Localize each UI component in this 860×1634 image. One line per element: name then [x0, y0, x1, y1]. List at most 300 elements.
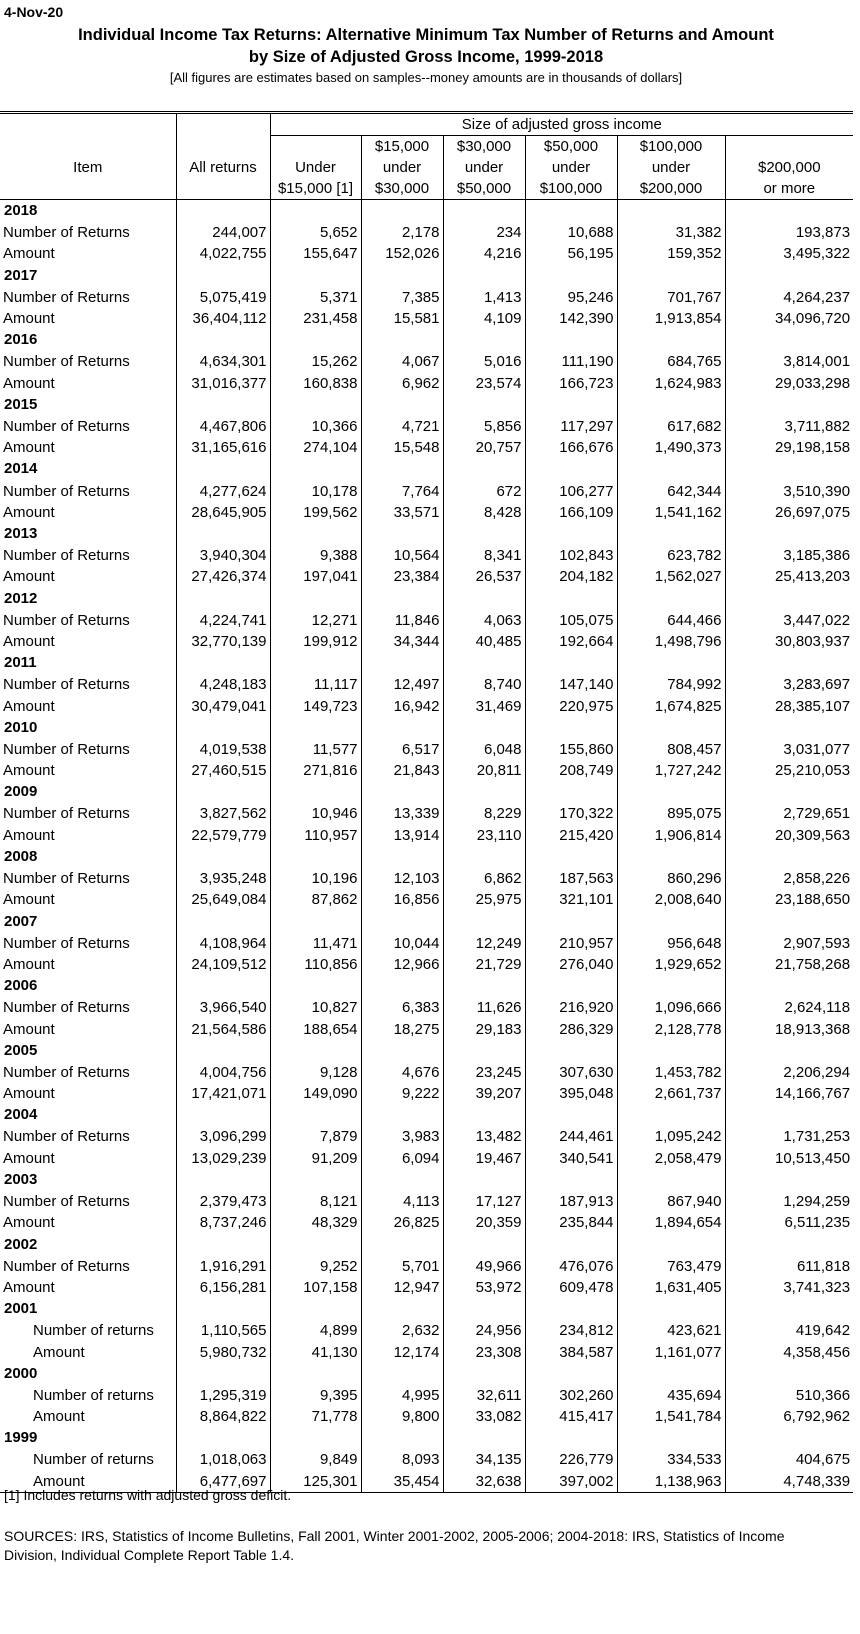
row-label: Number of Returns: [3, 934, 130, 952]
row-label: Number of Returns: [3, 417, 130, 435]
agi-size-cell: 617,682: [617, 416, 725, 437]
col-header-line2: $200,000: [725, 157, 853, 178]
all-returns-header: All returns: [176, 157, 270, 178]
item-header: Item: [73, 159, 103, 176]
agi-size-cell: 7,385: [361, 287, 443, 308]
agi-size-cell: 1,894,654: [617, 1212, 725, 1233]
table-row: [0, 351, 853, 372]
table-row: [0, 1148, 853, 1169]
agi-size-cell: 21,729: [443, 954, 525, 975]
year-row: [0, 1234, 853, 1256]
agi-size-cell: 18,913,368: [725, 1018, 853, 1039]
agi-size-cell: 684,765: [617, 351, 725, 372]
agi-size-cell: 71,778: [270, 1406, 361, 1427]
agi-size-cell: 12,497: [361, 674, 443, 695]
agi-size-cell: 13,482: [443, 1126, 525, 1147]
agi-size-cell: 110,856: [270, 954, 361, 975]
agi-size-cell: 35,454: [361, 1471, 443, 1493]
agi-size-cell: 10,196: [270, 868, 361, 889]
agi-size-cell: 53,972: [443, 1277, 525, 1298]
year-row: [0, 1104, 853, 1126]
agi-size-cell: 19,467: [443, 1148, 525, 1169]
year-label: 1999: [4, 1429, 38, 1447]
table-row: [0, 760, 853, 781]
all-returns-cell: 4,224,741: [176, 610, 270, 631]
row-label: Number of Returns: [3, 1063, 130, 1081]
agi-size-cell: 30,803,937: [725, 631, 853, 652]
agi-size-cell: 10,564: [361, 545, 443, 566]
row-label: Amount: [3, 503, 55, 521]
all-returns-cell: 24,109,512: [176, 954, 270, 975]
agi-size-cell: 34,344: [361, 631, 443, 652]
agi-size-cell: 13,914: [361, 825, 443, 846]
agi-size-cell: 4,067: [361, 351, 443, 372]
all-returns-cell: 4,277,624: [176, 480, 270, 501]
row-label: Amount: [3, 1149, 55, 1167]
agi-size-cell: 231,458: [270, 308, 361, 329]
agi-size-cell: 1,294,259: [725, 1191, 853, 1212]
col-header-line3: $15,000 [1]: [270, 178, 361, 200]
agi-size-cell: 32,611: [443, 1385, 525, 1406]
table-row: [0, 1191, 853, 1212]
agi-size-cell: 199,912: [270, 631, 361, 652]
agi-size-cell: 149,090: [270, 1083, 361, 1104]
agi-size-cell: 6,048: [443, 739, 525, 760]
agi-size-cell: 11,117: [270, 674, 361, 695]
agi-size-cell: 2,661,737: [617, 1083, 725, 1104]
table-row: [0, 1277, 853, 1298]
row-label: Number of Returns: [3, 482, 130, 500]
agi-size-cell: 276,040: [525, 954, 617, 975]
agi-size-cell: 321,101: [525, 889, 617, 910]
year-label: 2000: [4, 1364, 38, 1382]
year-label: 2008: [4, 847, 38, 865]
col-header-line1: $30,000: [443, 136, 525, 158]
agi-size-cell: 34,135: [443, 1449, 525, 1470]
table-row: [0, 1320, 853, 1341]
row-label: Number of Returns: [3, 353, 130, 371]
col-header-line2: under: [361, 157, 443, 178]
agi-size-cell: 1,624,983: [617, 372, 725, 393]
agi-size-cell: 125,301: [270, 1471, 361, 1493]
agi-size-cell: 642,344: [617, 480, 725, 501]
agi-size-cell: 3,495,322: [725, 243, 853, 264]
year-row: [0, 846, 853, 868]
agi-size-cell: 29,183: [443, 1018, 525, 1039]
agi-size-cell: 10,688: [525, 222, 617, 243]
year-label: 2010: [4, 718, 38, 736]
agi-size-cell: 1,562,027: [617, 566, 725, 587]
agi-size-cell: 29,033,298: [725, 372, 853, 393]
agi-size-cell: 384,587: [525, 1341, 617, 1362]
agi-size-cell: 8,093: [361, 1449, 443, 1470]
year-row: [0, 1040, 853, 1062]
row-label: Number of Returns: [3, 805, 130, 823]
row-label: Amount: [3, 439, 55, 457]
agi-size-cell: 25,210,053: [725, 760, 853, 781]
agi-size-cell: 31,382: [617, 222, 725, 243]
year-label: 2002: [4, 1235, 38, 1253]
year-row: [0, 588, 853, 610]
agi-size-cell: 8,121: [270, 1191, 361, 1212]
agi-size-cell: 12,174: [361, 1341, 443, 1362]
agi-size-cell: 215,420: [525, 825, 617, 846]
all-returns-cell: 1,916,291: [176, 1256, 270, 1277]
col-header-line3: $100,000: [525, 178, 617, 200]
table-row: [0, 566, 853, 587]
agi-size-cell: 10,044: [361, 933, 443, 954]
table-row: [0, 610, 853, 631]
agi-size-cell: 5,856: [443, 416, 525, 437]
row-label: Number of Returns: [3, 224, 130, 242]
agi-size-cell: 9,252: [270, 1256, 361, 1277]
header-group: Size of adjusted gross income: [270, 113, 853, 136]
agi-size-cell: 3,447,022: [725, 610, 853, 631]
year-row: [0, 1169, 853, 1191]
agi-size-cell: 24,956: [443, 1320, 525, 1341]
agi-size-cell: 18,275: [361, 1018, 443, 1039]
agi-size-cell: 415,417: [525, 1406, 617, 1427]
agi-size-cell: 3,031,077: [725, 739, 853, 760]
table-row: [0, 308, 853, 329]
agi-size-cell: 4,899: [270, 1320, 361, 1341]
agi-size-cell: 12,271: [270, 610, 361, 631]
table-row: [0, 803, 853, 824]
agi-size-cell: 340,541: [525, 1148, 617, 1169]
agi-size-cell: 395,048: [525, 1083, 617, 1104]
agi-size-cell: 1,929,652: [617, 954, 725, 975]
agi-size-cell: 2,729,651: [725, 803, 853, 824]
agi-size-cell: 220,975: [525, 695, 617, 716]
agi-size-cell: 302,260: [525, 1385, 617, 1406]
agi-size-cell: 155,647: [270, 243, 361, 264]
agi-size-cell: 41,130: [270, 1341, 361, 1362]
row-label: Number of Returns: [3, 611, 130, 629]
agi-size-cell: 3,510,390: [725, 480, 853, 501]
year-label: 2006: [4, 977, 38, 995]
year-label: 2003: [4, 1170, 38, 1188]
agi-size-cell: 152,026: [361, 243, 443, 264]
report-note: [All figures are estimates based on samples--money amounts are in thousands of dollars]: [169, 70, 683, 85]
agi-size-cell: 226,779: [525, 1449, 617, 1470]
agi-size-cell: 166,109: [525, 502, 617, 523]
year-label: 2004: [4, 1106, 38, 1124]
agi-size-cell: 6,962: [361, 372, 443, 393]
row-label: Amount: [0, 1471, 176, 1493]
agi-size-cell: 12,103: [361, 868, 443, 889]
year-row: [0, 781, 853, 803]
agi-size-cell: 6,383: [361, 997, 443, 1018]
row-label: Number of Returns: [3, 740, 130, 758]
row-label: Number of Returns: [3, 1193, 130, 1211]
agi-size-cell: 5,016: [443, 351, 525, 372]
agi-size-cell: 4,748,339: [725, 1471, 853, 1493]
agi-size-cell: 1,631,405: [617, 1277, 725, 1298]
agi-size-cell: 23,574: [443, 372, 525, 393]
agi-size-cell: 10,513,450: [725, 1148, 853, 1169]
agi-size-cell: 188,654: [270, 1018, 361, 1039]
agi-size-cell: 4,995: [361, 1385, 443, 1406]
all-returns-cell: 8,864,822: [176, 1406, 270, 1427]
row-label: Amount: [3, 891, 55, 909]
all-returns-cell: 3,940,304: [176, 545, 270, 566]
agi-size-cell: 1,490,373: [617, 437, 725, 458]
agi-size-cell: 1,541,162: [617, 502, 725, 523]
table-row: [0, 954, 853, 975]
col-header-line3: or more: [725, 178, 853, 200]
table-row: [0, 243, 853, 264]
year-label: 2018: [4, 202, 38, 219]
agi-size-cell: 2,624,118: [725, 997, 853, 1018]
agi-size-cell: 192,664: [525, 631, 617, 652]
table-row: [0, 1406, 853, 1427]
agi-size-cell: 23,384: [361, 566, 443, 587]
agi-size-cell: 1,161,077: [617, 1341, 725, 1362]
row-label: Number of returns: [33, 1386, 154, 1404]
agi-size-cell: 234,812: [525, 1320, 617, 1341]
agi-size-cell: 1,453,782: [617, 1062, 725, 1083]
all-returns-cell: 6,477,697: [176, 1471, 270, 1493]
agi-size-cell: 23,308: [443, 1341, 525, 1362]
all-returns-cell: 244,007: [176, 222, 270, 243]
agi-size-cell: 404,675: [725, 1449, 853, 1470]
all-returns-cell: 28,645,905: [176, 502, 270, 523]
amt-table: [0, 111, 853, 1493]
report-date: 4-Nov-20: [4, 4, 64, 20]
agi-size-cell: 2,178: [361, 222, 443, 243]
agi-size-cell: 419,642: [725, 1320, 853, 1341]
row-label: Amount: [3, 762, 55, 780]
col-header-line1: [270, 136, 361, 158]
agi-size-cell: 15,548: [361, 437, 443, 458]
table-row: [0, 1062, 853, 1083]
agi-size-cell: 6,094: [361, 1148, 443, 1169]
row-label: Number of Returns: [3, 676, 130, 694]
agi-size-cell: 107,158: [270, 1277, 361, 1298]
agi-size-cell: 25,975: [443, 889, 525, 910]
year-label: 2015: [4, 395, 38, 413]
agi-size-cell: 26,825: [361, 1212, 443, 1233]
table-row: [0, 1212, 853, 1233]
year-label: 2001: [4, 1300, 38, 1318]
agi-size-cell: 31,469: [443, 695, 525, 716]
agi-size-cell: 170,322: [525, 803, 617, 824]
agi-size-cell: 4,264,237: [725, 287, 853, 308]
year-label: 2011: [4, 654, 37, 672]
row-label: Amount: [3, 1278, 55, 1296]
agi-size-cell: 1,413: [443, 287, 525, 308]
agi-size-cell: 2,008,640: [617, 889, 725, 910]
agi-size-cell: 197,041: [270, 566, 361, 587]
all-returns-cell: 21,564,586: [176, 1018, 270, 1039]
col-header-line3: $50,000: [443, 178, 525, 200]
agi-size-cell: 8,740: [443, 674, 525, 695]
year-row: [0, 200, 853, 223]
agi-size-cell: 235,844: [525, 1212, 617, 1233]
row-label: Amount: [33, 1408, 85, 1426]
agi-size-cell: 12,966: [361, 954, 443, 975]
col-header-line2: Under: [270, 157, 361, 178]
row-label: Number of Returns: [3, 870, 130, 888]
agi-size-cell: 48,329: [270, 1212, 361, 1233]
agi-size-cell: 16,942: [361, 695, 443, 716]
table-row: [0, 674, 853, 695]
table-row: [0, 1126, 853, 1147]
col-header-line1: [725, 136, 853, 158]
agi-size-cell: 13,339: [361, 803, 443, 824]
year-label: 2016: [4, 331, 38, 349]
all-returns-cell: 8,737,246: [176, 1212, 270, 1233]
agi-size-cell: 39,207: [443, 1083, 525, 1104]
agi-size-cell: 611,818: [725, 1256, 853, 1277]
agi-size-cell: 286,329: [525, 1018, 617, 1039]
agi-size-cell: 860,296: [617, 868, 725, 889]
agi-size-cell: 10,946: [270, 803, 361, 824]
sources-note: SOURCES: IRS, Statistics of Income Bulletins, Fall 2001, Winter 2001-2002, 2005-2006; 2004-2018: IRS, Statistics of Income Division, Individual Complete Report Table 1.4.: [4, 1528, 785, 1563]
all-returns-cell: 4,022,755: [176, 243, 270, 264]
agi-size-cell: 210,957: [525, 933, 617, 954]
agi-size-cell: 160,838: [270, 372, 361, 393]
agi-size-cell: 6,517: [361, 739, 443, 760]
all-returns-cell: 36,404,112: [176, 308, 270, 329]
agi-size-cell: 10,366: [270, 416, 361, 437]
all-returns-cell: 13,029,239: [176, 1148, 270, 1169]
agi-size-cell: 204,182: [525, 566, 617, 587]
agi-size-cell: 1,913,854: [617, 308, 725, 329]
agi-size-cell: 9,849: [270, 1449, 361, 1470]
table-row: [0, 287, 853, 308]
all-returns-cell: 31,165,616: [176, 437, 270, 458]
agi-size-cell: 23,245: [443, 1062, 525, 1083]
year-row: [0, 911, 853, 933]
agi-size-cell: 34,096,720: [725, 308, 853, 329]
year-row: [0, 523, 853, 545]
row-label: Amount: [3, 633, 55, 650]
agi-size-cell: 26,537: [443, 566, 525, 587]
agi-size-cell: 1,138,963: [617, 1471, 725, 1493]
report-title: [0, 24, 852, 68]
table-row: [0, 825, 853, 846]
agi-size-cell: 16,856: [361, 889, 443, 910]
table-row: [0, 695, 853, 716]
year-row: [0, 394, 853, 416]
agi-size-cell: 87,862: [270, 889, 361, 910]
agi-size-cell: 895,075: [617, 803, 725, 824]
agi-size-cell: 9,800: [361, 1406, 443, 1427]
agi-size-cell: 11,577: [270, 739, 361, 760]
all-returns-cell: 1,018,063: [176, 1449, 270, 1470]
year-row: [0, 329, 853, 351]
year-label: 2014: [4, 460, 38, 478]
agi-size-cell: 2,907,593: [725, 933, 853, 954]
col-header-line2: under: [525, 157, 617, 178]
table-row: [0, 437, 853, 458]
agi-size-cell: 1,674,825: [617, 695, 725, 716]
all-returns-cell: 4,004,756: [176, 1062, 270, 1083]
row-label: Number of Returns: [3, 288, 130, 306]
all-returns-cell: 1,295,319: [176, 1385, 270, 1406]
agi-size-cell: 28,385,107: [725, 695, 853, 716]
all-returns-cell: 3,966,540: [176, 997, 270, 1018]
year-row: [0, 265, 853, 287]
agi-size-cell: 56,195: [525, 243, 617, 264]
table-row: [0, 222, 853, 243]
agi-size-cell: 11,471: [270, 933, 361, 954]
agi-size-cell: 40,485: [443, 631, 525, 652]
agi-size-cell: 187,563: [525, 868, 617, 889]
agi-size-cell: 12,947: [361, 1277, 443, 1298]
table-row: [0, 1341, 853, 1362]
agi-size-cell: 956,648: [617, 933, 725, 954]
year-label: 2012: [4, 589, 38, 607]
agi-size-cell: 510,366: [725, 1385, 853, 1406]
all-returns-cell: 4,634,301: [176, 351, 270, 372]
agi-size-cell: 763,479: [617, 1256, 725, 1277]
agi-size-cell: 3,283,697: [725, 674, 853, 695]
agi-size-cell: 12,249: [443, 933, 525, 954]
agi-size-cell: 867,940: [617, 1191, 725, 1212]
agi-size-cell: 9,395: [270, 1385, 361, 1406]
row-label: Number of Returns: [3, 547, 130, 565]
agi-size-cell: 110,957: [270, 825, 361, 846]
col-header-line2: under: [443, 157, 525, 178]
agi-size-cell: 2,058,479: [617, 1148, 725, 1169]
agi-size-cell: 208,749: [525, 760, 617, 781]
agi-size-cell: 49,966: [443, 1256, 525, 1277]
agi-size-cell: 701,767: [617, 287, 725, 308]
year-row: [0, 1427, 853, 1449]
col-header-line3: $30,000: [361, 178, 443, 200]
row-label: Amount: [3, 374, 55, 392]
table-row: [0, 933, 853, 954]
table-row: [0, 1018, 853, 1039]
agi-size-cell: 2,206,294: [725, 1062, 853, 1083]
year-row: [0, 652, 853, 674]
agi-size-cell: 8,428: [443, 502, 525, 523]
agi-size-cell: 6,862: [443, 868, 525, 889]
agi-size-cell: 15,581: [361, 308, 443, 329]
agi-size-cell: 5,652: [270, 222, 361, 243]
agi-size-cell: 102,843: [525, 545, 617, 566]
year-row: [0, 458, 853, 480]
all-returns-cell: 4,248,183: [176, 674, 270, 695]
year-row: [0, 1298, 853, 1320]
all-returns-cell: 25,649,084: [176, 889, 270, 910]
agi-size-cell: 423,621: [617, 1320, 725, 1341]
row-label: Amount: [3, 1085, 55, 1103]
agi-size-cell: 20,757: [443, 437, 525, 458]
agi-size-cell: 808,457: [617, 739, 725, 760]
all-returns-cell: 17,421,071: [176, 1083, 270, 1104]
col-header-line1: $100,000: [617, 136, 725, 158]
row-label: Amount: [3, 826, 55, 844]
agi-size-cell: 784,992: [617, 674, 725, 695]
agi-size-cell: 3,814,001: [725, 351, 853, 372]
agi-size-cell: 644,466: [617, 610, 725, 631]
agi-size-cell: 3,185,386: [725, 545, 853, 566]
agi-size-cell: 3,983: [361, 1126, 443, 1147]
agi-size-cell: 1,731,253: [725, 1126, 853, 1147]
agi-size-cell: 3,741,323: [725, 1277, 853, 1298]
agi-size-cell: 142,390: [525, 308, 617, 329]
agi-size-cell: 271,816: [270, 760, 361, 781]
agi-size-cell: 159,352: [617, 243, 725, 264]
table-row: [0, 1449, 853, 1470]
all-returns-cell: 32,770,139: [176, 631, 270, 652]
agi-size-cell: 10,178: [270, 480, 361, 501]
agi-size-cell: 672: [443, 480, 525, 501]
agi-size-cell: 234: [443, 222, 525, 243]
